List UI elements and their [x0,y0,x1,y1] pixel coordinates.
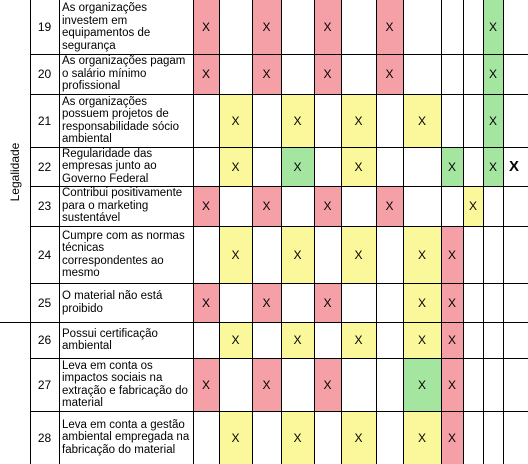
grid-line [30,411,528,412]
row-number: 19 [37,20,52,34]
rating-mark: X [417,377,426,392]
grid-line [30,226,528,227]
rating-mark: X [293,430,302,445]
rating-mark: X [262,20,271,34]
grid-line [314,0,315,464]
rating-mark: X [293,333,302,347]
row-number: 24 [37,247,52,262]
rating-mark: X [231,247,240,262]
row-description-text: Regularidade das empresas junto ao Governo Federal [62,147,157,185]
grid-line [403,0,404,464]
rating-mark: X [323,199,332,213]
rating-mark: X [262,199,271,213]
rating-mark: X [201,377,210,392]
rating-mark: X [231,113,240,128]
row-number: 20 [37,67,52,81]
grid-line [252,0,253,464]
rating-mark: X [417,430,426,445]
grid-line [483,0,484,464]
row-description-text: O material não está proibido [62,290,163,315]
grid-line [376,0,377,464]
rating-mark: X [323,295,332,310]
rating-mark: X [447,377,456,392]
grid-line [30,186,528,187]
rating-mark: X [201,295,210,310]
rating-mark: X [323,377,332,392]
row-number: 23 [37,199,52,213]
rating-mark: X [417,295,426,310]
rating-mark: X [447,333,456,347]
rating-mark: X [293,113,302,128]
row-description [59,322,191,358]
rating-mark: X [488,113,497,128]
rating-mark: X [488,20,497,34]
rating-mark: X [293,159,302,174]
rating-mark: X [262,295,271,310]
grid-line [59,0,60,464]
grid-line [503,0,504,464]
rating-mark: X [488,159,497,174]
rating-mark: X [447,295,456,310]
row-description [59,147,191,186]
rating-mark: X [201,67,210,81]
row-description-text: Leva em conta os impactos sociais na extração e fabricação do material [62,359,188,409]
group-label-cell [0,0,30,320]
row-description [59,94,191,147]
row-number: 27 [37,377,52,392]
rating-mark: X [201,199,210,213]
rating-mark: X [417,247,426,262]
grid-line [0,322,30,323]
rating-mark: X [354,113,363,128]
rating-mark: X [354,333,363,347]
row-description-text: As organizações possuem projetos de responsabilidade sócio ambiental [62,95,179,145]
grid-line [30,322,528,323]
extra-mark: X [508,158,519,175]
rating-mark: X [323,20,332,34]
row-number: 22 [37,159,52,174]
row-description-text: Contribui positivamente para o marketing sustentável [62,187,183,225]
row-description-text: Leva em conta a gestão ambiental empregada na fabricação do material [62,418,190,456]
row-number: 25 [37,295,52,310]
row-number: 28 [37,430,52,445]
row-description [59,54,191,94]
rating-mark: X [201,20,210,34]
row-description-text: Cumpre com as normas técnicas correspondentes ao mesmo [62,229,185,279]
grid-line [30,147,528,148]
row-description [59,186,191,226]
grid-line [30,283,528,284]
rating-mark: X [447,159,456,174]
grid-line [193,0,194,464]
grid-line [30,0,31,464]
rating-mark: X [231,430,240,445]
row-description [59,411,191,464]
grid-line [30,358,528,359]
row-description-text: Possui certificação ambiental [62,327,158,352]
row-number: 26 [37,333,52,347]
rating-mark: X [354,159,363,174]
rating-mark: X [447,247,456,262]
group-label: Legalidade [8,142,22,202]
rating-mark: X [323,67,332,81]
rating-mark: X [385,20,394,34]
grid-line [30,54,528,55]
grid-line [341,0,342,464]
row-number: 21 [37,113,52,128]
rating-mark: X [417,333,426,347]
rating-mark: X [354,430,363,445]
row-description [59,358,191,411]
rating-mark: X [262,67,271,81]
row-description-text: As organizações pagam o salário mínimo profissional [62,55,186,93]
row-description [59,226,191,283]
grid-line [463,0,464,464]
rating-mark: X [385,67,394,81]
rating-mark: X [488,67,497,81]
rating-mark: X [231,333,240,347]
rating-mark: X [354,247,363,262]
grid-line [281,0,282,464]
rating-mark: X [231,159,240,174]
rating-mark: X [417,113,426,128]
rating-mark: X [385,199,394,213]
row-description-text: As organizações investem em equipamentos de segurança [62,2,151,52]
grid-line [30,94,528,95]
rating-mark: X [262,377,271,392]
grid-line [441,0,442,464]
row-description [59,283,191,322]
rating-mark: X [468,199,477,213]
row-description [59,0,191,54]
rating-mark: X [293,247,302,262]
grid-line [219,0,220,464]
rating-mark: X [447,430,456,445]
